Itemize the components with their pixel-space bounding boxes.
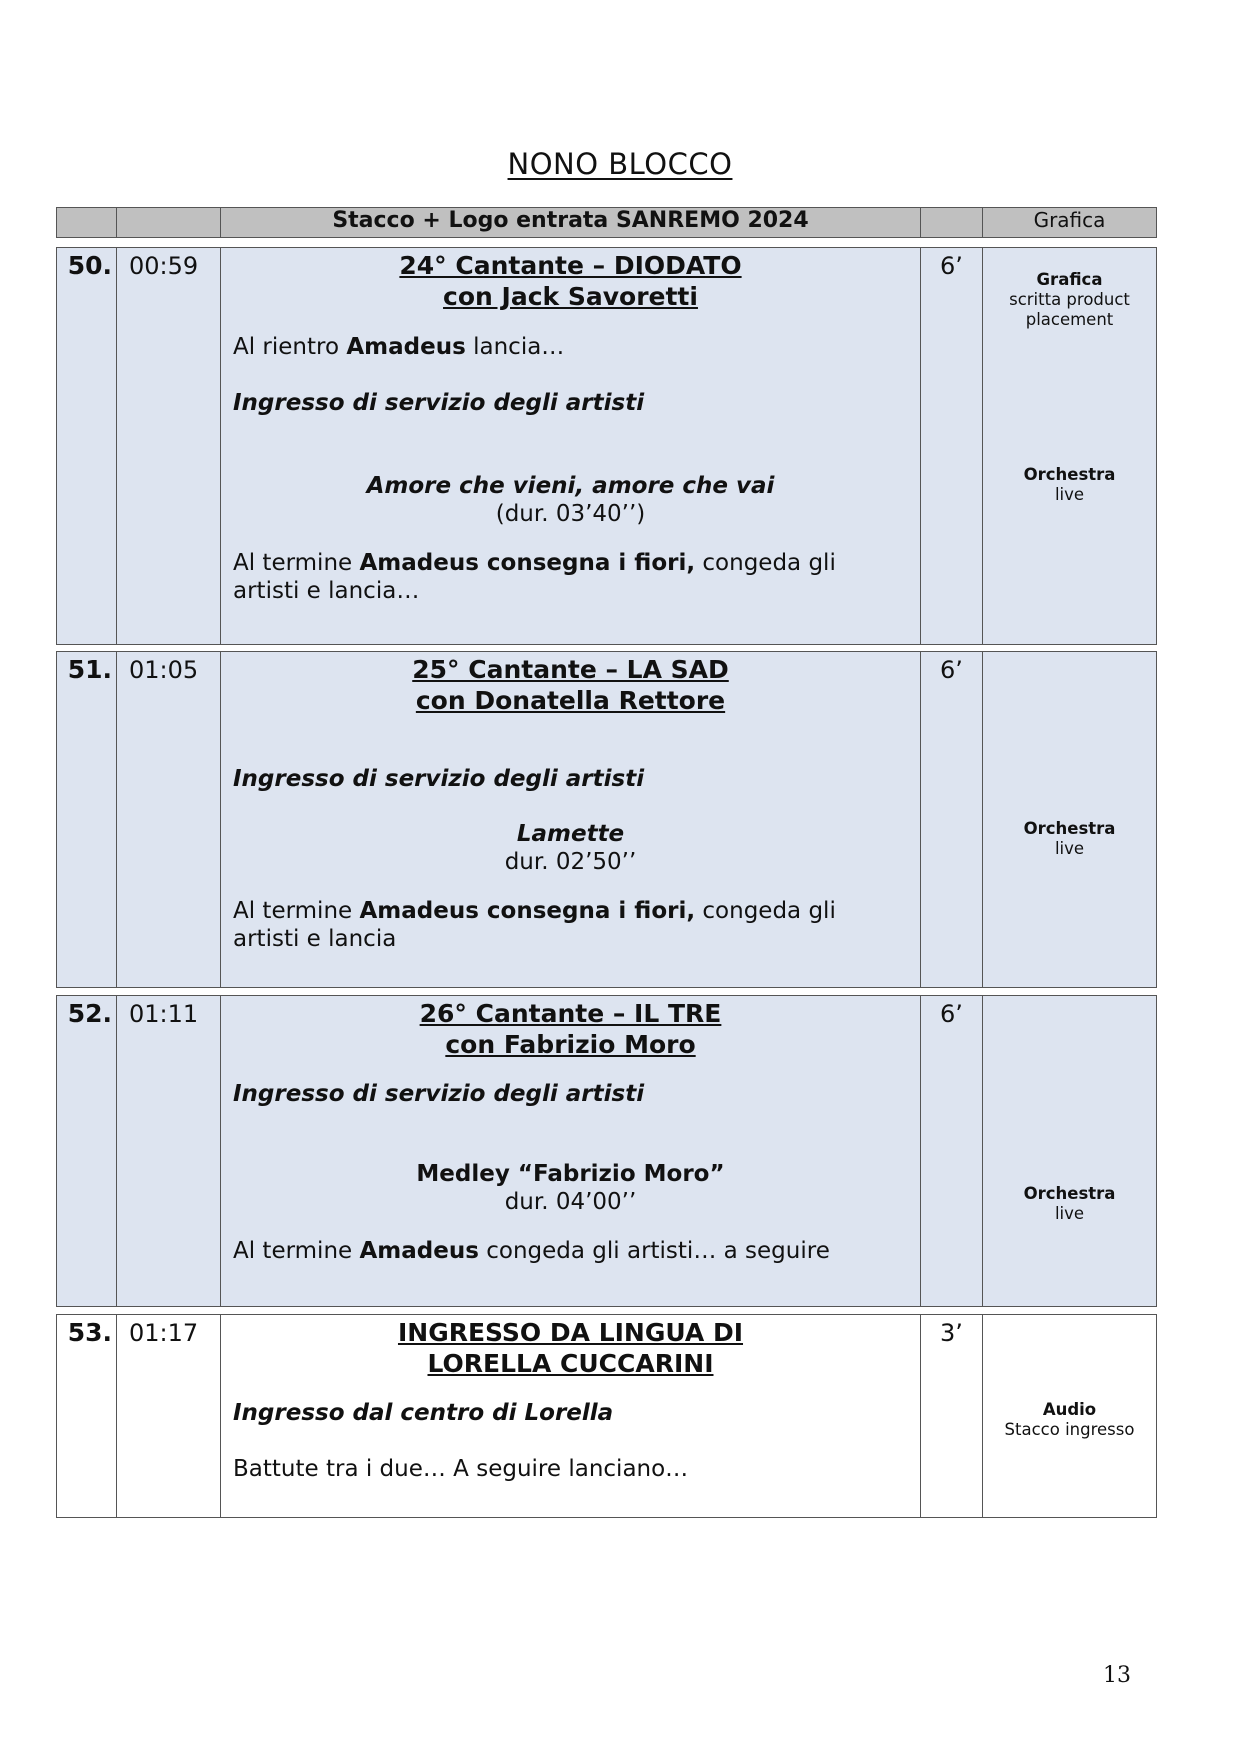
row-side-notes bbox=[983, 248, 1157, 645]
rientro-text: Al rientro Amadeus lancia… bbox=[233, 334, 565, 360]
ingresso-text: Ingresso di servizio degli artisti bbox=[233, 766, 645, 792]
row-side-notes bbox=[983, 652, 1157, 988]
side-note-grafica-line2: placement bbox=[1025, 310, 1114, 329]
header-grafica: Grafica bbox=[983, 208, 1157, 238]
row-time: 00:59 bbox=[117, 248, 221, 645]
ending-text: Al termine Amadeus consegna i fiori, congeda gli artisti e lancia bbox=[233, 898, 836, 952]
header-cell-dur bbox=[921, 208, 983, 238]
row-50-table bbox=[56, 247, 1157, 645]
act-subtitle: con Jack Savoretti bbox=[443, 282, 698, 311]
ingresso-text: Ingresso dal centro di Lorella bbox=[233, 1400, 614, 1426]
page-number: 13 bbox=[1103, 1663, 1131, 1688]
row-side-notes bbox=[983, 996, 1157, 1307]
row-content bbox=[221, 1315, 921, 1518]
ending-text: Al termine Amadeus consegna i fiori, congeda gli artisti e lancia… bbox=[233, 550, 836, 604]
row-content bbox=[221, 652, 921, 988]
row-51-table bbox=[56, 651, 1157, 988]
block-header-table bbox=[56, 207, 1157, 238]
ingresso-text: Ingresso di servizio degli artisti bbox=[233, 1081, 645, 1107]
side-note-value: live bbox=[1054, 1204, 1085, 1223]
song-title: Medley “Fabrizio Moro” bbox=[416, 1161, 725, 1187]
row-number: 52. bbox=[57, 996, 117, 1307]
header-cell-num bbox=[57, 208, 117, 238]
act-subtitle: con Fabrizio Moro bbox=[445, 1030, 696, 1059]
song-title: Lamette bbox=[516, 821, 625, 847]
body-text: Battute tra i due… A seguire lanciano… bbox=[233, 1456, 689, 1482]
row-number: 50. bbox=[57, 248, 117, 645]
side-note-value: live bbox=[1054, 839, 1085, 858]
act-subtitle: con Donatella Rettore bbox=[415, 686, 726, 715]
row-duration: 6’ bbox=[921, 652, 983, 988]
row-number: 51. bbox=[57, 652, 117, 988]
ingresso-text: Ingresso di servizio degli artisti bbox=[233, 390, 645, 416]
row-duration: 3’ bbox=[921, 1315, 983, 1518]
act-title: 26° Cantante – IL TRE bbox=[419, 999, 722, 1028]
row-content bbox=[221, 248, 921, 645]
song-duration: dur. 02’50’’ bbox=[504, 849, 637, 875]
song-duration: (dur. 03’40’’) bbox=[495, 501, 646, 527]
row-53-table bbox=[56, 1314, 1157, 1518]
row-number: 53. bbox=[57, 1315, 117, 1518]
side-note-grafica-line1: scritta product bbox=[1009, 290, 1130, 309]
side-note-label: Audio bbox=[1042, 1400, 1097, 1419]
song-duration: dur. 04’00’’ bbox=[504, 1189, 637, 1215]
header-title: Stacco + Logo entrata SANREMO 2024 bbox=[221, 208, 921, 238]
song-title: Amore che vieni, amore che vai bbox=[366, 473, 775, 499]
header-cell-time bbox=[117, 208, 221, 238]
page-title: NONO BLOCCO bbox=[507, 147, 733, 181]
row-time: 01:11 bbox=[117, 996, 221, 1307]
side-note-orchestra-value: live bbox=[1054, 485, 1085, 504]
act-title: INGRESSO DA LINGUA DI bbox=[397, 1318, 744, 1347]
side-note-grafica-label: Grafica bbox=[1036, 270, 1103, 289]
act-title: 24° Cantante – DIODATO bbox=[399, 251, 742, 280]
side-note-value: Stacco ingresso bbox=[1004, 1420, 1135, 1439]
row-side-notes bbox=[983, 1315, 1157, 1518]
act-title: 25° Cantante – LA SAD bbox=[412, 655, 729, 684]
row-52-table bbox=[56, 995, 1157, 1307]
side-note-label: Orchestra bbox=[1023, 1184, 1116, 1203]
act-subtitle: LORELLA CUCCARINI bbox=[427, 1349, 714, 1378]
row-duration: 6’ bbox=[921, 248, 983, 645]
row-time: 01:05 bbox=[117, 652, 221, 988]
ending-text: Al termine Amadeus congeda gli artisti… a seguire bbox=[233, 1238, 830, 1264]
side-note-orchestra-label: Orchestra bbox=[1023, 465, 1116, 484]
side-note-label: Orchestra bbox=[1023, 819, 1116, 838]
row-content bbox=[221, 996, 921, 1307]
row-time: 01:17 bbox=[117, 1315, 221, 1518]
row-duration: 6’ bbox=[921, 996, 983, 1307]
